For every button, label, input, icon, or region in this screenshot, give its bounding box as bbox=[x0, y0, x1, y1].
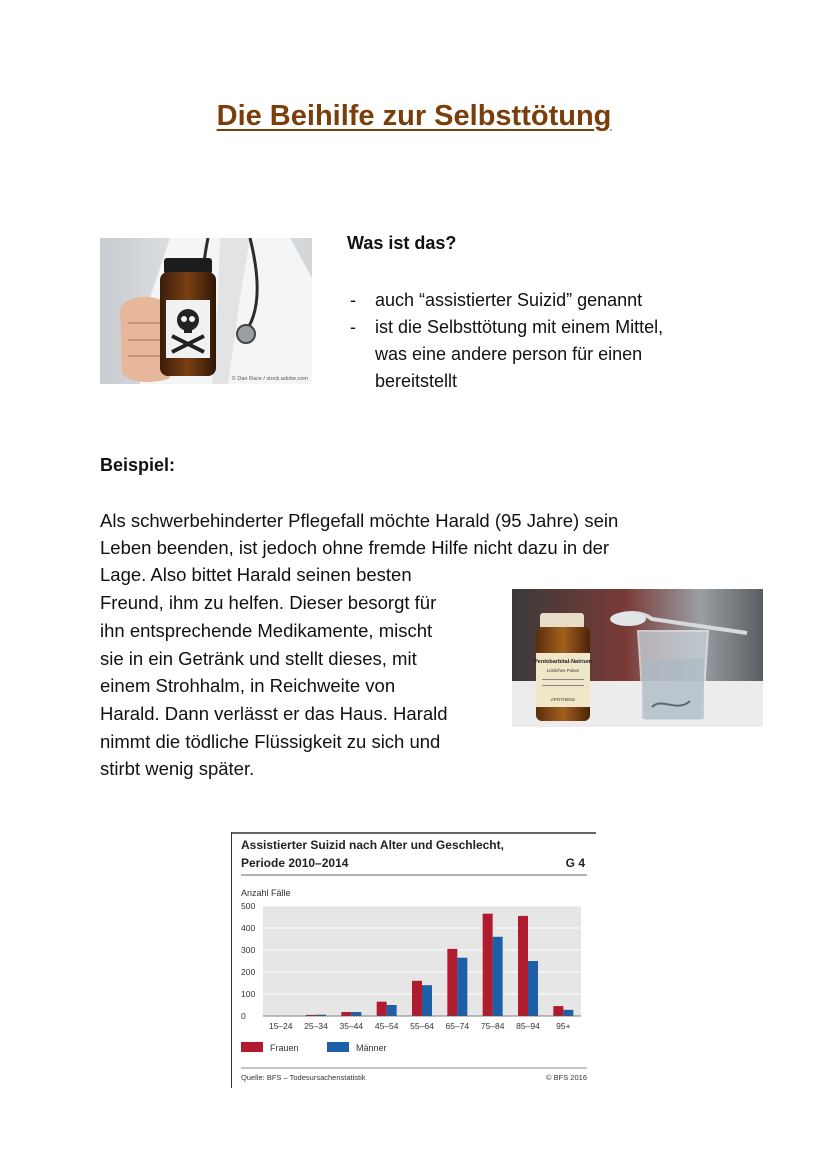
y-tick-label: 200 bbox=[241, 967, 256, 977]
example-line: nimmt die tödliche Flüssigkeit zu sich und bbox=[100, 731, 441, 752]
medicine-label-line: Lösliches Pulver bbox=[546, 668, 580, 673]
bar-männer-45–54 bbox=[387, 1005, 397, 1016]
suicide-chart bbox=[231, 832, 596, 1088]
bullet-text-line: ist die Selbsttötung mit einem Mittel, bbox=[375, 317, 664, 337]
legend-label: Frauen bbox=[270, 1043, 299, 1053]
example-heading: Beispiel: bbox=[100, 455, 176, 475]
y-axis-label: Anzahl Fälle bbox=[241, 888, 291, 898]
legend-swatch-frauen bbox=[241, 1042, 263, 1052]
example-line: einem Strohhalm, in Reichweite von bbox=[100, 675, 396, 696]
photo-credit: © Dan Race / stock.adobe.com bbox=[231, 376, 308, 382]
x-tick-label: 95+ bbox=[556, 1021, 571, 1031]
bullet-dash: - bbox=[350, 290, 356, 310]
bar-frauen-75–84 bbox=[483, 914, 493, 1016]
example-line: Leben beenden, ist jedoch ohne fremde Hilfe nicht dazu in der bbox=[100, 537, 610, 558]
bar-männer-65–74 bbox=[457, 958, 467, 1016]
chart-source: Quelle: BFS – Todesursachenstatistik bbox=[241, 1073, 366, 1082]
bar-männer-35–44 bbox=[351, 1012, 361, 1016]
bar-frauen-65–74 bbox=[447, 949, 457, 1016]
bar-frauen-45–54 bbox=[377, 1002, 387, 1016]
x-tick-label: 15–24 bbox=[268, 1021, 293, 1031]
bullet-text-line: was eine andere person für einen bbox=[375, 344, 643, 364]
x-tick-label: 75–84 bbox=[480, 1021, 505, 1031]
medicine-name: Pentobarbital-Natrium bbox=[534, 659, 592, 665]
definition-list bbox=[347, 287, 747, 395]
poison-bottle-photo bbox=[100, 238, 312, 384]
bar-männer-55–64 bbox=[422, 985, 432, 1016]
bullet-text-line: bereitstellt bbox=[375, 371, 458, 391]
example-line: sie in ein Getränk und stellt dieses, mit bbox=[100, 648, 417, 669]
bar-frauen-95+ bbox=[553, 1006, 563, 1016]
x-tick-label: 25–34 bbox=[304, 1021, 328, 1031]
section-question: Was ist das? bbox=[347, 233, 457, 253]
plot-area bbox=[241, 901, 581, 1031]
list-item bbox=[347, 314, 747, 395]
bar-frauen-35–44 bbox=[341, 1012, 351, 1016]
y-tick-label: 400 bbox=[241, 923, 256, 933]
list-item bbox=[347, 287, 747, 314]
chart-copyright: © BFS 2016 bbox=[546, 1073, 587, 1082]
y-tick-label: 0 bbox=[241, 1011, 246, 1021]
example-line: stirbt wenig später. bbox=[100, 758, 255, 779]
bullet-text: auch “assistierter Suizid” genannt bbox=[375, 290, 643, 310]
bar-männer-85–94 bbox=[528, 961, 538, 1016]
medicine-glass-photo bbox=[512, 589, 763, 727]
bullet-dash: - bbox=[350, 317, 356, 337]
bar-männer-75–84 bbox=[493, 937, 503, 1016]
x-tick-label: 35–44 bbox=[339, 1021, 364, 1031]
x-tick-label: 85–94 bbox=[516, 1021, 540, 1031]
y-tick-label: 500 bbox=[241, 901, 256, 911]
chart-title: Assistierter Suizid nach Alter und Geschlecht, bbox=[241, 838, 504, 852]
legend-label: Männer bbox=[356, 1043, 387, 1053]
medicine-pharmacy: APOTHEKE bbox=[550, 697, 576, 702]
x-tick-label: 45–54 bbox=[374, 1021, 399, 1031]
x-tick-label: 55–64 bbox=[410, 1021, 434, 1031]
chart-subtitle: Periode 2010–2014 bbox=[241, 856, 349, 870]
example-line: ihn entsprechende Medikamente, mischt bbox=[100, 620, 433, 641]
page-title: Die Beihilfe zur Selbsttötung bbox=[216, 100, 612, 132]
bar-männer-95+ bbox=[563, 1010, 573, 1016]
example-line: Lage. Also bittet Harald seinen besten bbox=[100, 564, 412, 585]
legend-swatch-männer bbox=[327, 1042, 349, 1052]
example-line: Harald. Dann verlässt er das Haus. Harald bbox=[100, 703, 448, 724]
y-tick-label: 100 bbox=[241, 989, 256, 999]
y-tick-label: 300 bbox=[241, 945, 256, 955]
example-line: Als schwerbehinderter Pflegefall möchte Harald (95 Jahre) sein bbox=[100, 510, 619, 531]
bar-frauen-55–64 bbox=[412, 981, 422, 1016]
bar-frauen-85–94 bbox=[518, 916, 528, 1016]
x-tick-label: 65–74 bbox=[445, 1021, 470, 1031]
example-line: Freund, ihm zu helfen. Dieser besorgt für bbox=[100, 592, 437, 613]
chart-figure-id: G 4 bbox=[565, 856, 585, 870]
